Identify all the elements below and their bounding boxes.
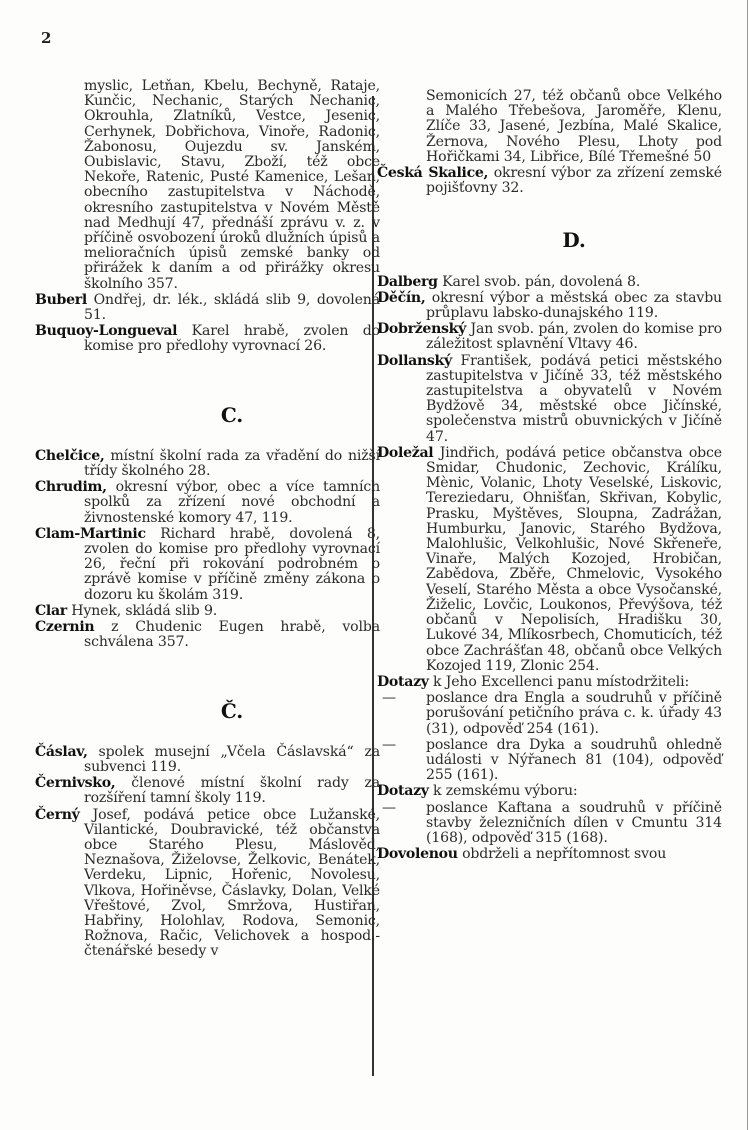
index-entry bbox=[35, 527, 380, 603]
entry-name: Dobrženský bbox=[377, 321, 467, 338]
index-entry bbox=[35, 776, 380, 806]
entry-name: Clam-Martinic bbox=[35, 525, 146, 542]
entry-name: Černý bbox=[35, 806, 80, 823]
sub-entry-text: poslance dra Dyka a soudruhů ohledně události v Nýřanech 81 (104), odpověď 255 (161). bbox=[426, 736, 722, 784]
index-entry bbox=[377, 166, 722, 196]
dash: — bbox=[382, 799, 396, 816]
entry-name: Chrudim, bbox=[35, 479, 107, 496]
section-letter-d: D. bbox=[562, 228, 586, 253]
entry-text: Josef, podává petice obce Lužanské, Vilantické, Doubravické, též občanstva obce Starého Plesu, Máslověd, Neznašova, Žiželovse, Želkovic, Benátek, Verdeku, Lipnic, Hořenic, Novolesu, Vlkova, Hořiněvse, Čáslavky, Dolan, Velké Vřeštové, Zvol, Smržova, Hustiřan, Habřiny, Holohlav, Rodova, Semonic, Rožnova, Račic, Velichovek a hospod.-čtenářské besedy v bbox=[84, 806, 380, 960]
entry-text: Jan svob. pán, zvolen do komise pro záležitost splavnění Vltavy 46. bbox=[426, 321, 722, 353]
entry-text: členové místní školní rady za rozšíření tamní školy 119. bbox=[84, 775, 380, 807]
sub-entry bbox=[377, 691, 722, 737]
sub-entry-text: poslance dra Engla a soudruhů v příčině porušování petičního práva c. k. úřady 43 (31), odpověď 254 (161). bbox=[426, 690, 722, 737]
continuation-text: Semonicích 27, též občanů obce Velkého a Malého Třebešova, Jaroměře, Klenu, Zlíče 33, Jasené, Jezbína, Malé Skalice, Žernova, Nového Plesu, Lhoty pod Hořičkami 34, Libřice, Bílé Třemešné 50 bbox=[426, 88, 722, 165]
entry-text: spolek musejní „Včela Čáslavská“ za subvenci 119. bbox=[84, 743, 380, 775]
entry-name: Děčín, bbox=[377, 289, 426, 306]
entry-name: Buberl bbox=[35, 291, 87, 308]
index-entry-dotazy-committee bbox=[377, 784, 722, 799]
entry-text: Karel hrabě, zvolen do komise pro předlohy vyrovnací 26. bbox=[84, 323, 380, 355]
entry-text: místní školní rada za vřadění do nižší třídy školného 28. bbox=[84, 447, 380, 480]
index-entry bbox=[35, 293, 380, 323]
entry-text: Richard hrabě, dovolená 8, zvolen do komise pro předlohy vyrovnací 26, řeční při rokování podrobném o zprávě komise v příčině změny zákona o dozoru ku školám 319. bbox=[84, 525, 380, 603]
section-letter-c-caron: Č. bbox=[220, 698, 244, 723]
entry-text: obdrželi a nepřítomnost svou bbox=[462, 846, 667, 863]
entry-name: Clar bbox=[35, 602, 67, 619]
index-entry bbox=[377, 322, 722, 352]
dash: — bbox=[382, 736, 396, 753]
index-entry bbox=[35, 808, 380, 960]
index-entry bbox=[377, 275, 722, 290]
index-entry bbox=[377, 291, 722, 321]
index-entry bbox=[35, 480, 380, 526]
sub-entry bbox=[377, 738, 722, 784]
index-entry bbox=[377, 446, 722, 674]
index-entry bbox=[35, 449, 380, 479]
sub-entry bbox=[377, 801, 722, 847]
entry-name: Česká Skalice, bbox=[377, 165, 489, 182]
dash: — bbox=[382, 690, 396, 707]
entry-name: Czernin bbox=[35, 619, 95, 636]
entry-text: okresní výbor a městská obec za stavbu průplavu labsko-dunajského 119. bbox=[426, 289, 722, 322]
entry-text: Jindřich, podává petice občanstva obce Smidar, Chudonic, Zechovic, Králíku, Mènic, Volanic, Lhoty Veselské, Liskovic, Tereziedaru, Ohnišťan, Skřivan, Kobylic, Prasku, Myštěves, Sloupna, Zadrážan, Humburku, Janovic, Starého Bydžova, Malohlušic, Velkohlušic, Nové Skřeneře, Vinaře, Malých Kozojed, Hrobičan, Zabědova, Zběře, Chmelovic, Vysokého Veselí, Starého Města a obce Vysočanské, Žiželic, Lovčic, Loukonos, Převýšova, též občanů v Nepolisích, Hradišku 30, Lukové 34, Mlíkosrbech, Chomuticích, též obce Zachrášťan 48, občanů obce Velkých Kozojed 119, Zlonic 254. bbox=[426, 444, 722, 674]
entry-text: okresní výbor za zřízení zemské pojišťovny 32. bbox=[426, 165, 722, 197]
entry-name: Buquoy-Longueval bbox=[35, 323, 178, 340]
entry-name: Dotazy bbox=[377, 673, 429, 690]
entry-text: Hynek, skládá slib 9. bbox=[71, 602, 218, 619]
entry-text: k Jeho Excellenci panu místodržiteli: bbox=[433, 673, 690, 690]
section-letter-c: C. bbox=[220, 402, 244, 427]
entry-text: František, podává petici městského zastupitelstva v Jičíně 33, též městského zastupitelstva a obyvatelů v Novém Bydžově 34, městské obce Jičínské, společenstva mistrů obuvnických v Jičíně 47. bbox=[426, 352, 722, 445]
entry-text: Karel svob. pán, dovolená 8. bbox=[442, 273, 641, 290]
entry-text: okresní výbor, obec a více tamních spolků za zřízení nové obchodní a živnostenské komory 47, 119. bbox=[84, 479, 380, 526]
entry-name: Černivsko, bbox=[35, 775, 116, 792]
entry-name: Dalberg bbox=[377, 273, 438, 290]
sub-entry-text: poslance Kaftana a soudruhů v příčině stavby železničních dílen v Cmuntu 314 (168), odpověď 315 (168). bbox=[426, 799, 722, 846]
index-entry-dotazy-governor bbox=[377, 675, 722, 690]
left-column bbox=[35, 78, 380, 961]
index-entry bbox=[35, 604, 380, 619]
index-entry bbox=[35, 745, 380, 775]
entry-name: Dollanský bbox=[377, 352, 452, 369]
page-edge bbox=[747, 0, 748, 1130]
entry-name: Doležal bbox=[377, 444, 434, 461]
entry-name: Dotazy bbox=[377, 783, 429, 800]
entry-text: k zemskému výboru: bbox=[433, 783, 578, 800]
entry-name: Dovolenou bbox=[377, 846, 458, 863]
index-entry bbox=[377, 847, 722, 862]
index-entry bbox=[35, 324, 380, 354]
entry-text: z Chudenic Eugen hrabě, volba schválena 357. bbox=[84, 619, 380, 651]
continuation-text: myslic, Letňan, Kbelu, Bechyně, Rataje, Kunčic, Nechanic, Starých Nechanic, Okrouhla, Zlatníků, Vestce, Jesenic, Cerhynek, Dobřichova, Vinoře, Radonic, Žabonosu, Oujezdu sv. Janském, Oubislavic, Stavu, Zboží, též obce Nekoře, Ratenic, Pusté Kamenice, Lešan, obecního zastupitelstva v Náchodě, okresního zastupitelstva v Novém Městě nad Medhují 47, přednáší zprávu v. z. v příčině osvobození úroků dlužních úpisů a melioračních úpisů zemské banky od přirážek k daním a od přirážky okresu školního 357. bbox=[84, 78, 380, 292]
entry-name: Chelčice, bbox=[35, 447, 105, 464]
page-number: 2 bbox=[41, 29, 52, 47]
entry-name: Čáslav, bbox=[35, 743, 88, 760]
index-entry bbox=[377, 354, 722, 445]
index-entry bbox=[35, 620, 380, 650]
right-column bbox=[377, 88, 722, 863]
entry-text: Ondřej, dr. lék., skládá slib 9, dovolená 51. bbox=[84, 291, 380, 324]
